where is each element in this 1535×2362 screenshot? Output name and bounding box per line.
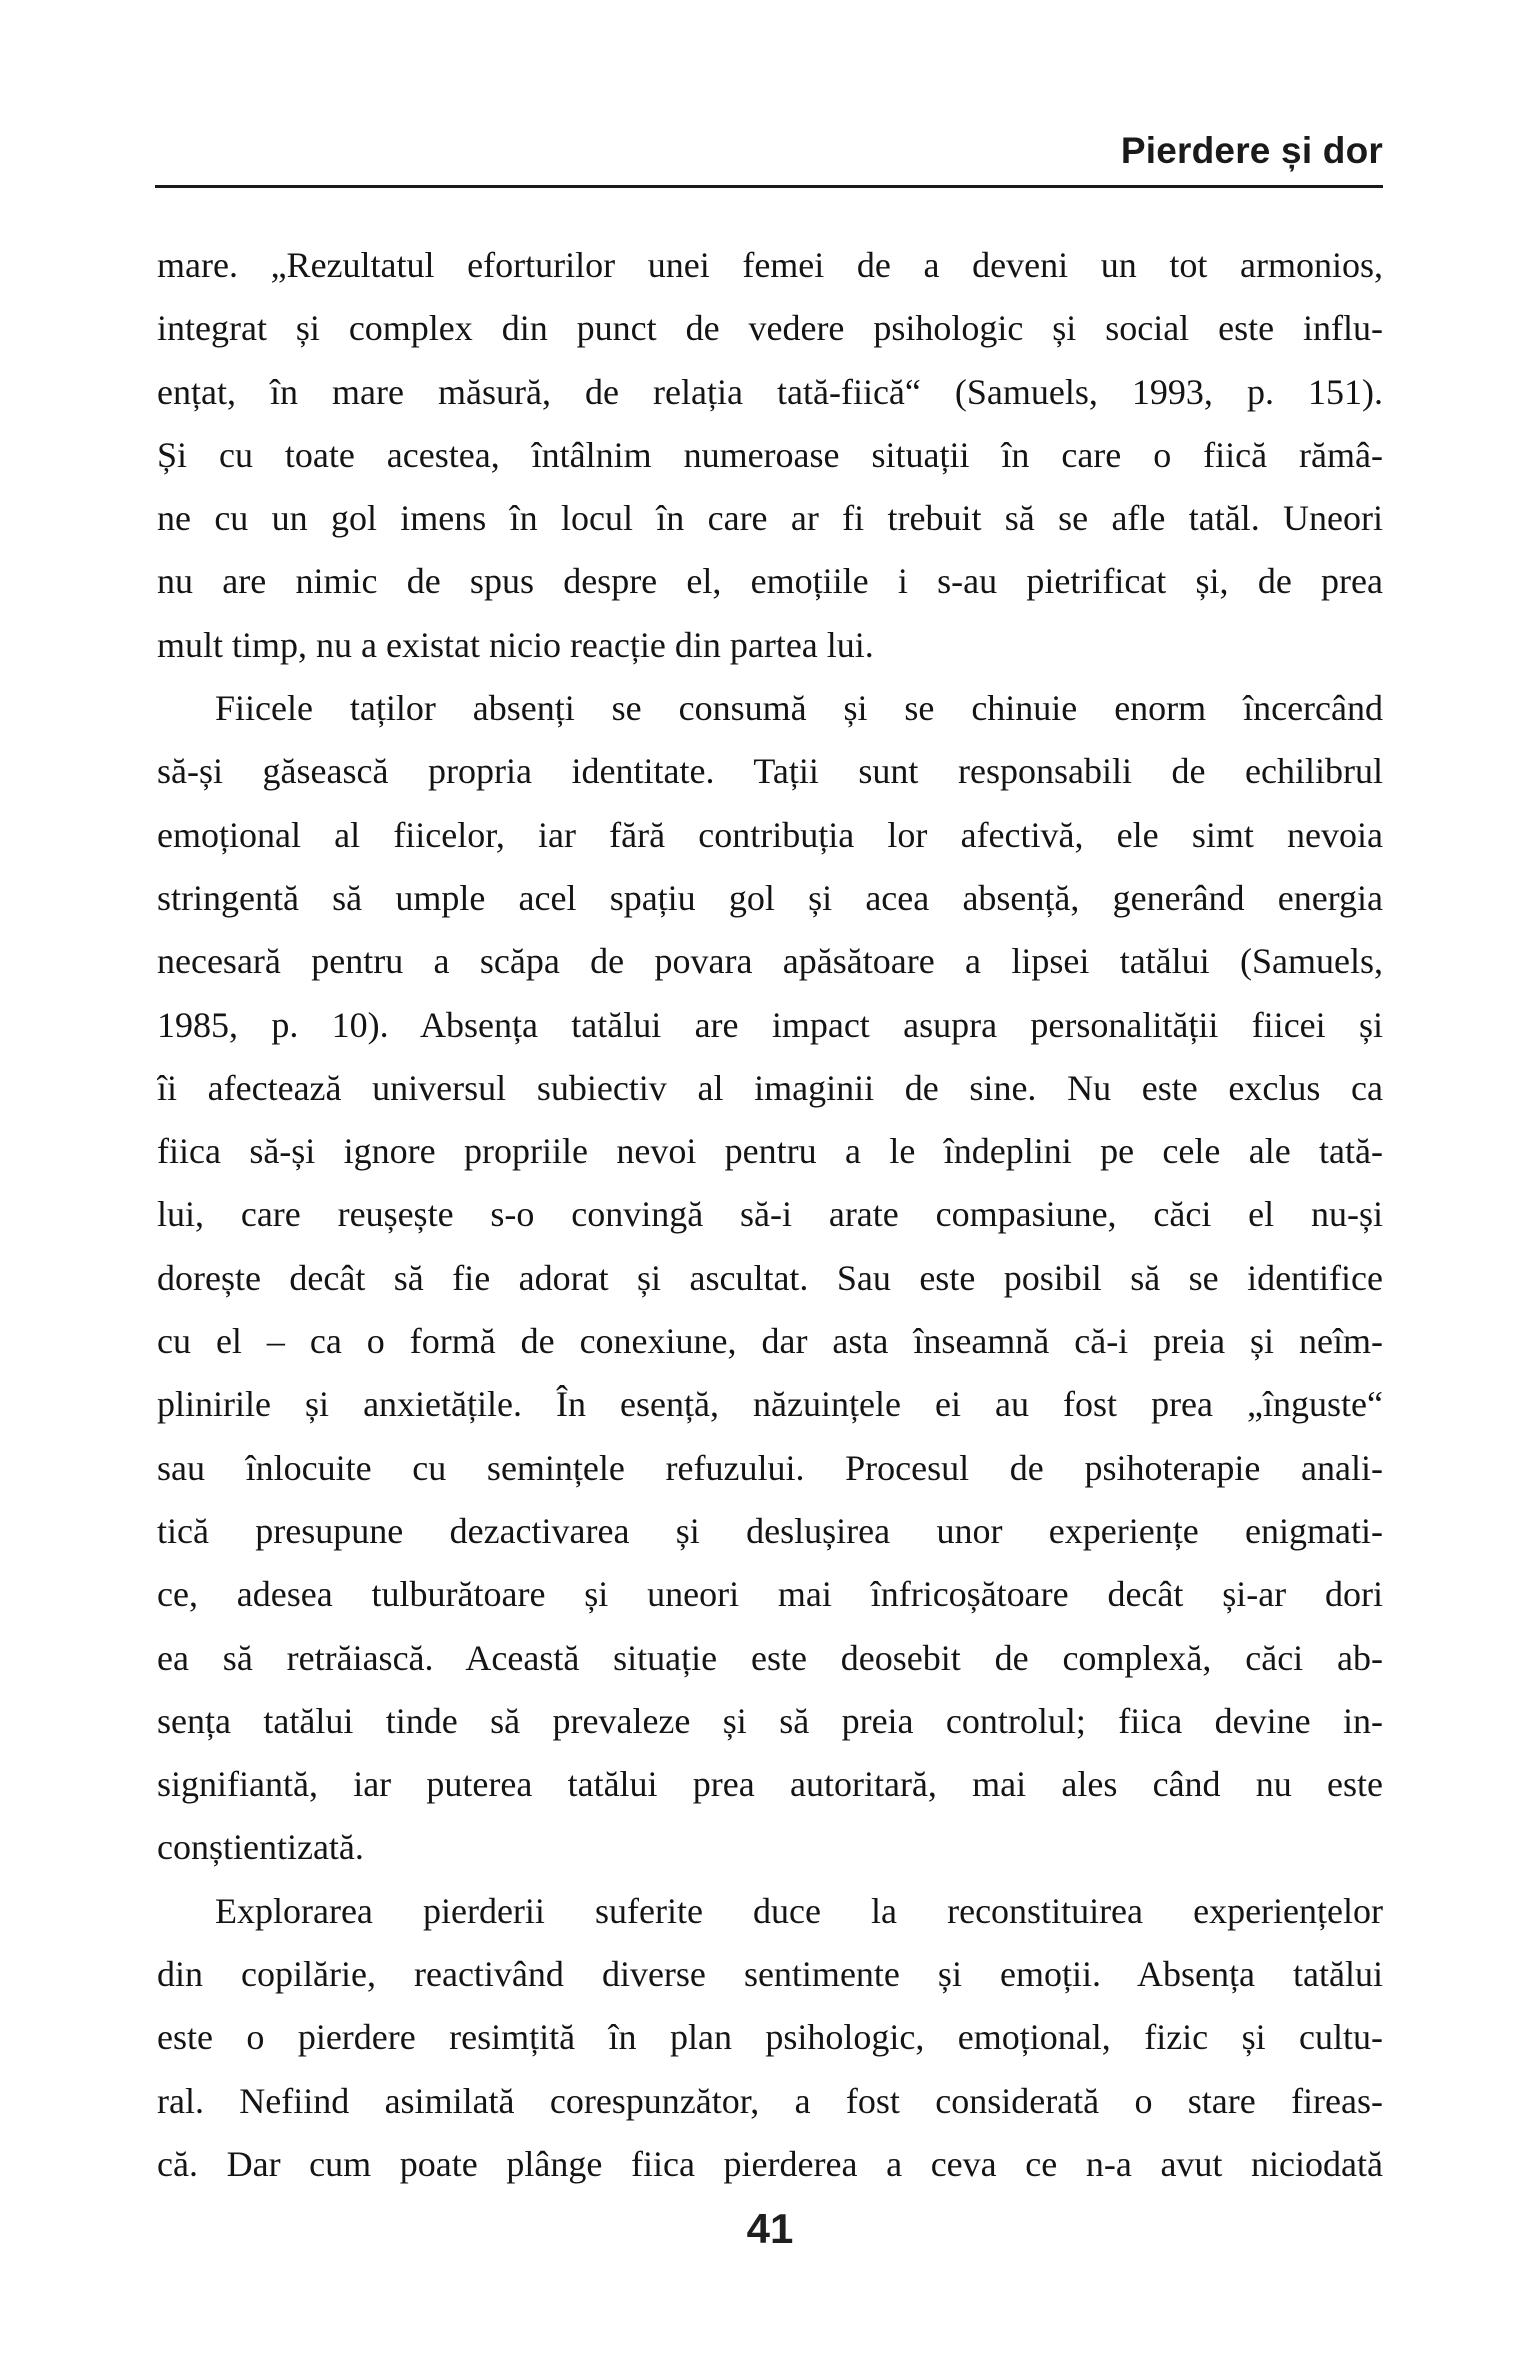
text-line: sența tatălui tinde să prevaleze și să preia controlul; fiica devine in- [157,1700,1383,1741]
text-line: ențat, în mare măsură, de relația tată-fiică“ (Samuels, 1993, p. 151). [157,371,1383,412]
text-line: 1985, p. 10). Absența tatălui are impact asupra personalității fiicei și [157,1004,1383,1045]
text-line: cu el – ca o formă de conexiune, dar asta înseamnă că-i preia și neîm- [157,1321,1383,1362]
text-line: Explorarea pierderii suferite duce la reconstituirea experiențelor [215,1890,1383,1931]
text-line: dorește decât să fie adorat și ascultat. Sau este posibil să se identifice [157,1257,1383,1298]
text-line: tică presupune dezactivarea și deslușirea unor experiențe enigmati- [157,1510,1383,1551]
text-line: lui, care reușește s-o convingă să-i arate compasiune, căci el nu-și [157,1194,1383,1235]
text-line: ce, adesea tulburătoare și uneori mai înfricoșătoare decât și-ar dori [157,1574,1383,1615]
text-line: plinirile și anxietățile. În esență, năzuințele ei au fost prea „înguste“ [157,1384,1383,1425]
text-line: îi afectează universul subiectiv al imaginii de sine. Nu este exclus ca [157,1067,1383,1108]
text-line: mare. „Rezultatul eforturilor unei femei de a deveni un tot armonios, [157,245,1383,285]
running-header [157,131,1383,171]
text-line: stringentă să umple acel spațiu gol și acea absență, generând energia [157,877,1383,918]
paragraph [157,677,1383,1880]
text-line: din copilărie, reactivând diverse sentimente și emoții. Absența tatălui [157,1954,1383,1995]
paragraph [157,1880,1383,2196]
text-line: ea să retrăiască. Această situație este deosebit de complexă, căci ab- [157,1637,1383,1678]
text-line: nu are nimic de spus despre el, emoțiile i s-au pietrificat și, de prea [157,561,1383,602]
text-line: signifiantă, iar puterea tatălui prea autoritară, mai ales când nu este [157,1764,1383,1805]
paragraph [157,234,1383,677]
text-line: să-și găsească propria identitate. Tații sunt responsabili de echilibrul [157,751,1383,792]
text-line: emoțional al fiicelor, iar fără contribuția lor afectivă, ele simt nevoia [157,814,1383,855]
running-header-title: Pierdere și dor [1120,130,1383,171]
text-line: este o pierdere resimțită în plan psihologic, emoțional, fizic și cultu- [157,2017,1383,2058]
page-number: 41 [746,2205,794,2252]
header-rule [155,185,1383,188]
text-line: ne cu un gol imens în locul în care ar fi trebuit să se afle tatăl. Uneori [157,498,1383,539]
text-line: fiica să-și ignore propriile nevoi pentru a le îndeplini pe cele ale tată- [157,1131,1383,1172]
text-line: mult timp, nu a existat nicio reacție din partea lui. [157,624,874,665]
text-line: conștientizată. [157,1827,364,1868]
text-line: sau înlocuite cu semințele refuzului. Procesul de psihoterapie anali- [157,1447,1383,1488]
text-line: ral. Nefiind asimilată corespunzător, a fost considerată o stare fireas- [157,2080,1383,2121]
text-line: necesară pentru a scăpa de povara apăsătoare a lipsei tatălui (Samuels, [157,941,1383,982]
body-text [157,234,1383,2196]
text-line: integrat și complex din punct de vedere psihologic și social este influ- [157,308,1383,349]
text-line: Fiicele taților absenți se consumă și se chinuie enorm încercând [215,688,1383,729]
text-line: Și cu toate acestea, întâlnim numeroase situații în care o fiică rămâ- [157,434,1383,475]
text-line: că. Dar cum poate plânge fiica pierderea a ceva ce n-a avut niciodată [157,2143,1383,2184]
